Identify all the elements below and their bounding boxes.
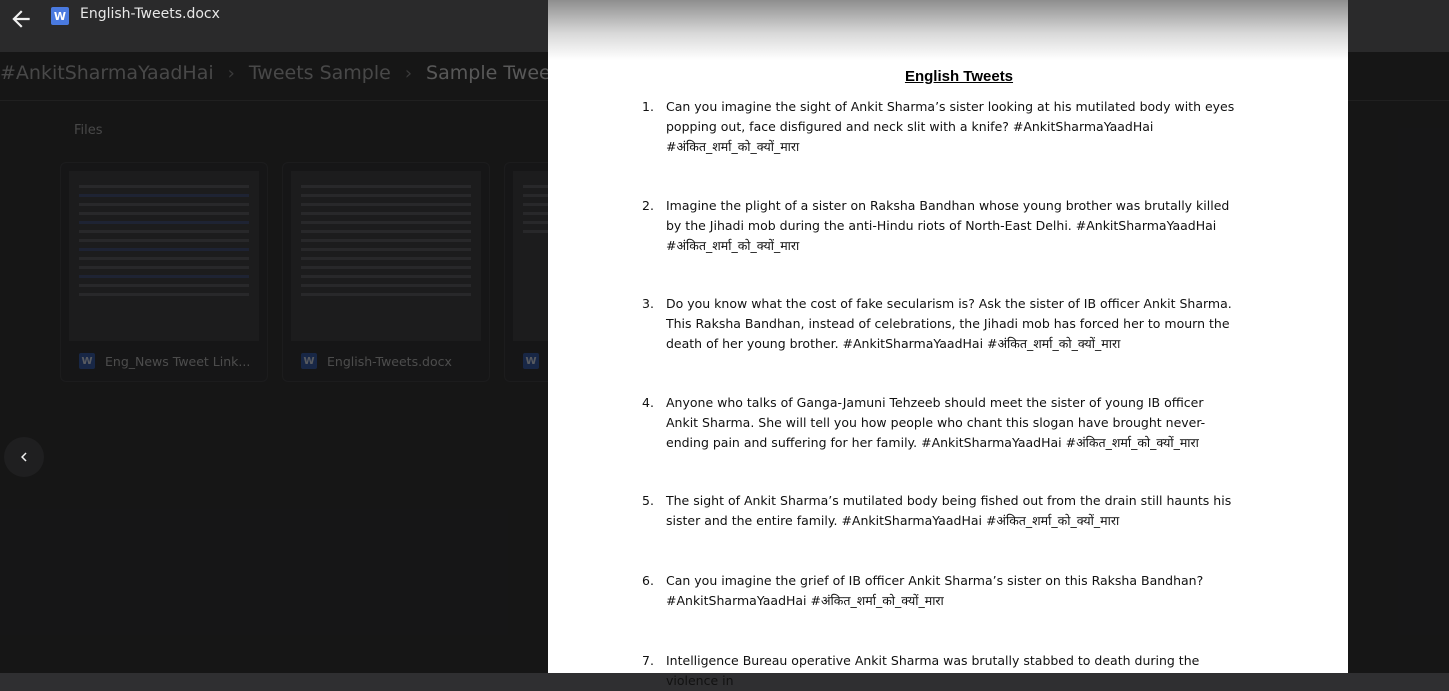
page-top-shadow <box>548 0 1348 60</box>
list-item <box>642 491 1236 531</box>
tweet-text: Do you know what the cost of fake secularism is? Ask the sister of IB officer Ankit Sharma. This Raksha Bandhan, instead of celebrations, the Jihadi mob has forced her to mourn the death of her young brother. #AnkitSharmaYaadHai #अंकित_शर्मा_को_क्यों_मारा <box>666 296 1232 351</box>
list-item <box>642 294 1236 353</box>
document-title: English-Tweets.docx <box>80 6 220 22</box>
list-number: 7. <box>642 653 654 668</box>
list-number: 1. <box>642 99 654 114</box>
word-doc-icon: W <box>51 7 69 25</box>
chevron-left-icon <box>15 448 33 466</box>
list-number: 3. <box>642 296 654 311</box>
list-number: 4. <box>642 395 654 410</box>
tweet-text: Intelligence Bureau operative Ankit Sharma was brutally stabbed to death during the violence in <box>666 653 1200 688</box>
list-item <box>642 393 1236 452</box>
document-heading: English Tweets <box>904 68 1014 85</box>
list-item <box>642 97 1236 156</box>
list-number: 6. <box>642 573 654 588</box>
tweet-text: Imagine the plight of a sister on Raksha Bandhan whose young brother was brutally killed by the Jihadi mob during the anti-Hindu riots of North-East Delhi. #AnkitSharmaYaadHai #अंकित_शर्मा_को_क्यों_मारा <box>666 198 1230 253</box>
previous-file-button[interactable] <box>4 437 44 477</box>
list-item <box>642 571 1236 611</box>
tweet-text: The sight of Ankit Sharma’s mutilated body being fished out from the drain still haunts his sister and the entire family. #AnkitSharmaYaadHai #अंकित_शर्मा_को_क्यों_मारा <box>666 493 1232 528</box>
tweet-text: Can you imagine the grief of IB officer Ankit Sharma’s sister on this Raksha Bandhan? #AnkitSharmaYaadHai #अंकित_शर्मा_को_क्यों_मारा <box>666 573 1204 608</box>
back-arrow-icon[interactable] <box>8 6 34 32</box>
tweet-text: Can you imagine the sight of Ankit Sharma’s sister looking at his mutilated body with eyes popping out, face disfigured and neck slit with a knife? #AnkitSharmaYaadHai #अंकित_शर्मा_को_क्यों_मारा <box>666 99 1235 154</box>
tweet-text: Anyone who talks of Ganga-Jamuni Tehzeeb should meet the sister of young IB officer Ankit Sharma. She will tell you how people who chant this slogan have brought never-ending pain and suffering for her family. #AnkitSharmaYaadHai #अंकित_शर्मा_को_क्यों_मारा <box>666 395 1206 450</box>
list-item <box>642 651 1236 691</box>
list-number: 2. <box>642 198 654 213</box>
document-page <box>548 0 1348 688</box>
list-number: 5. <box>642 493 654 508</box>
list-item <box>642 196 1236 255</box>
